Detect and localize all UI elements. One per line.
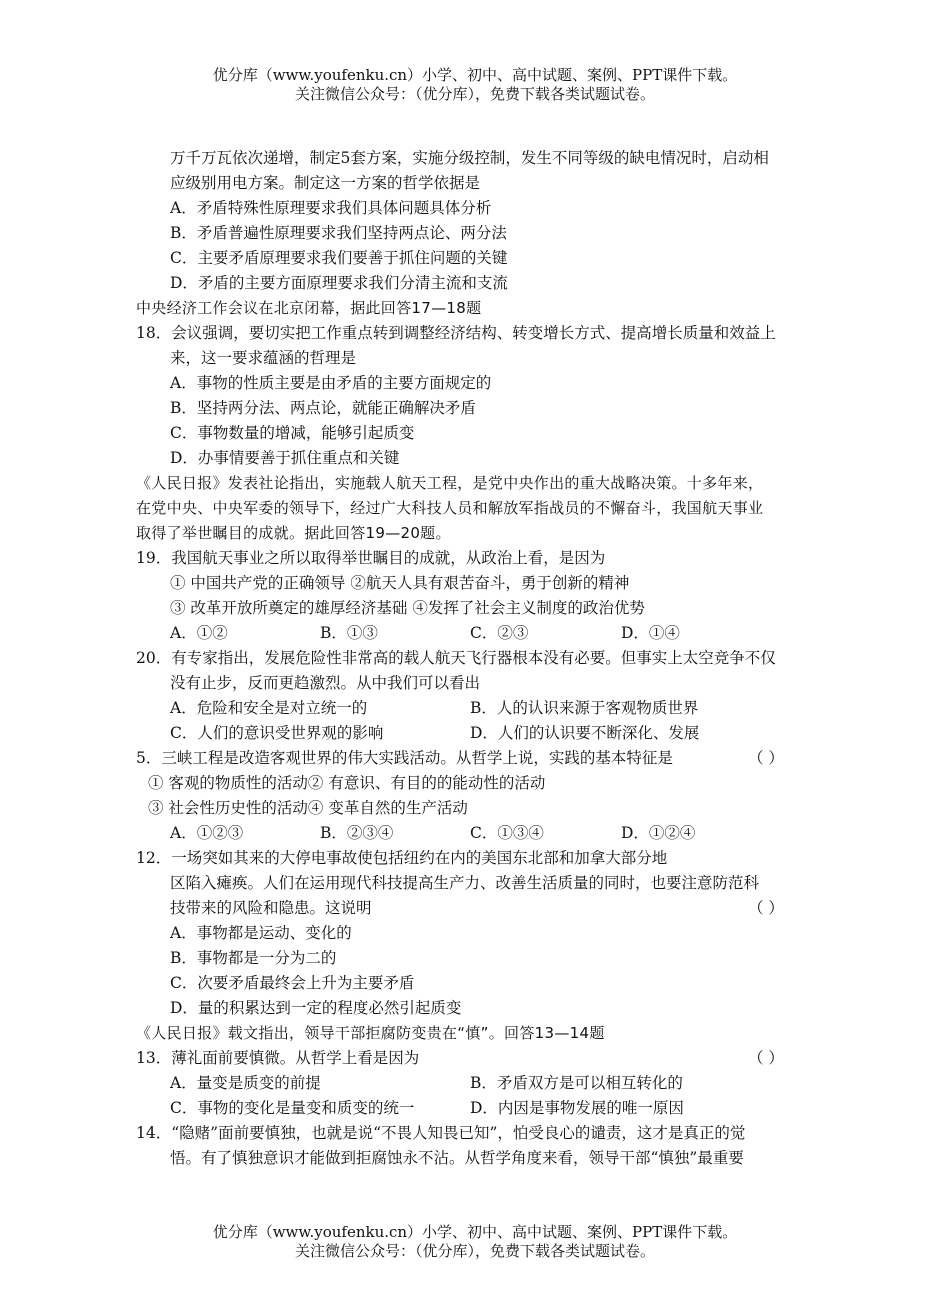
q19-items-2: ③ 改革开放所奠定的雄厚经济基础 ④发挥了社会主义制度的政治优势 — [170, 599, 645, 617]
q20-stem-2: 没有止步，反而更趋激烈。从中我们可以看出 — [170, 674, 481, 692]
header-line-2: 关注微信公众号：（优分库），免费下载各类试题试卷。 — [294, 85, 655, 103]
q-prev-option-d: D．矛盾的主要方面原理要求我们分清主流和支流 — [170, 274, 508, 292]
footer-line-2: 关注微信公众号：（优分库），免费下载各类试题试卷。 — [294, 1242, 655, 1260]
q14-stem-1: 14．“隐赌”面前要慎独，也就是说“不畏人知畏已知”，怕受良心的谴责，这才是真正的觉 — [136, 1124, 746, 1142]
page-footer — [0, 1223, 950, 1261]
q18-stem-2: 来，这一要求蕴涵的哲理是 — [170, 349, 357, 367]
q19-option-a: A．①② — [170, 624, 228, 642]
q18-option-c: C．事物数量的增减，能够引起质变 — [170, 424, 415, 442]
q13-stem: 13．薄礼面前要慎微。从哲学上看是因为 — [136, 1049, 420, 1067]
intro-17-18: 中央经济工作会议在北京闭幕，据此回答17—18题 — [136, 299, 482, 317]
q5-option-a: A．①②③ — [170, 824, 244, 842]
q-prev-option-c: C．主要矛盾原理要求我们要善于抓住问题的关键 — [170, 249, 508, 267]
q12-option-d: D．量的积累达到一定的程度必然引起质变 — [170, 999, 462, 1017]
footer-line-1: 优分库（www.youfenku.cn）小学、初中、高中试题、案例、PPT课件下载。 — [212, 1223, 738, 1241]
q-prev-cont-1: 万千万瓦依次递增，制定5套方案，实施分级控制，发生不同等级的缺电情况时，启动相 — [170, 149, 769, 167]
q19-option-c: C．②③ — [470, 624, 529, 642]
q13-answer-blank: （ ） — [748, 1049, 784, 1067]
q20-stem-1: 20．有专家指出，发展危险性非常高的载人航天飞行器根本没有必要。但事实上太空竞争不仅 — [136, 649, 776, 667]
q14-stem-2: 悟。有了慎独意识才能做到拒腐蚀永不沾。从哲学角度来看，领导干部“慎独”最重要 — [170, 1149, 744, 1167]
intro-19-20-line-2: 在党中央、中央军委的领导下，经过广大科技人员和解放军指战员的不懈奋斗，我国航天事业 — [136, 499, 764, 517]
q18-option-b: B．坚持两分法、两点论，就能正确解决矛盾 — [170, 399, 476, 417]
q20-option-c: C．人们的意识受世界观的影响 — [170, 724, 384, 742]
q13-option-b: B．矛盾双方是可以相互转化的 — [470, 1074, 683, 1092]
q-prev-option-b: B．矛盾普遍性原理要求我们坚持两点论、两分法 — [170, 224, 507, 242]
q5-answer-blank: （ ） — [748, 749, 784, 767]
q20-option-b: B．人的认识来源于客观物质世界 — [470, 699, 699, 717]
q13-option-a: A．量变是质变的前提 — [170, 1074, 321, 1092]
q5-items-2: ③ 社会性历史性的活动④ 变革自然的生产活动 — [148, 799, 468, 817]
q5-option-c: C．①③④ — [470, 824, 544, 842]
q5-option-d: D．①②④ — [621, 824, 696, 842]
q-prev-cont-2: 应级别用电方案。制定这一方案的哲学依据是 — [170, 174, 481, 192]
q19-items-1: ① 中国共产党的正确领导 ②航天人具有艰苦奋斗，勇于创新的精神 — [170, 574, 630, 592]
q19-option-d: D．①④ — [621, 624, 680, 642]
q5-option-b: B．②③④ — [320, 824, 394, 842]
q20-option-d: D．人们的认识要不断深化、发展 — [470, 724, 700, 742]
q20-option-a: A．危险和安全是对立统一的 — [170, 699, 368, 717]
q12-stem-3: 技带来的风险和隐患。这说明 — [170, 899, 372, 917]
intro-13-14: 《人民日报》载文指出，领导干部拒腐防变贵在“慎”。回答13—14题 — [136, 1024, 605, 1042]
q5-stem: 5．三峡工程是改造客观世界的伟大实践活动。从哲学上说，实践的基本特征是 — [136, 749, 673, 767]
q19-option-b: B．①③ — [320, 624, 378, 642]
header-line-1: 优分库（www.youfenku.cn）小学、初中、高中试题、案例、PPT课件下载。 — [212, 66, 738, 84]
q13-option-c: C．事物的变化是量变和质变的统一 — [170, 1099, 415, 1117]
q12-stem-1: 12．一场突如其来的大停电事故使包括纽约在内的美国东北部和加拿大部分地 — [136, 849, 668, 867]
q5-items-1: ① 客观的物质性的活动② 有意识、有目的的能动性的活动 — [148, 774, 546, 792]
q12-option-c: C．次要矛盾最终会上升为主要矛盾 — [170, 974, 415, 992]
q18-option-d: D．办事情要善于抓住重点和关键 — [170, 449, 400, 467]
q18-stem-1: 18．会议强调，要切实把工作重点转到调整经济结构、转变增长方式、提高增长质量和效益上 — [136, 324, 776, 342]
intro-19-20-line-3: 取得了举世瞩目的成就。据此回答19—20题。 — [136, 524, 451, 542]
q19-stem: 19．我国航天事业之所以取得举世瞩目的成就，从政治上看，是因为 — [136, 549, 606, 567]
q18-option-a: A．事物的性质主要是由矛盾的主要方面规定的 — [170, 374, 492, 392]
q12-answer-blank: （ ） — [748, 899, 784, 917]
page-header — [0, 66, 950, 104]
q12-option-a: A．事物都是运动、变化的 — [170, 924, 352, 942]
q-prev-option-a: A．矛盾特殊性原理要求我们具体问题具体分析 — [170, 199, 492, 217]
q12-stem-2: 区陷入瘫痪。人们在运用现代科技提高生产力、改善生活质量的同时，也要注意防范科 — [170, 874, 760, 892]
q12-option-b: B．事物都是一分为二的 — [170, 949, 337, 967]
intro-19-20-line-1: 《人民日报》发表社论指出，实施载人航天工程，是党中央作出的重大战略决策。十多年来， — [136, 474, 764, 492]
q13-option-d: D．内因是事物发展的唯一原因 — [470, 1099, 684, 1117]
